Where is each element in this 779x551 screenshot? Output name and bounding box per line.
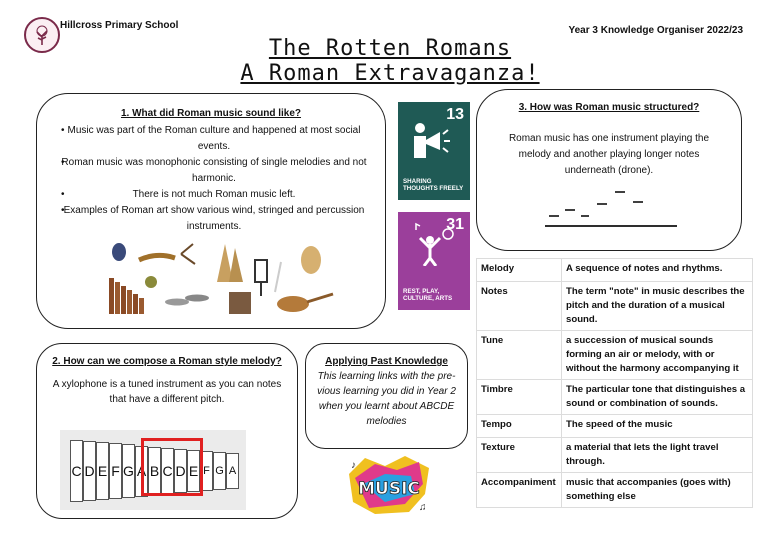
sdg-31-number: 31 (446, 216, 464, 233)
glossary-row (477, 473, 753, 508)
bullet-item: • Music was part of the Roman culture and happened at most social events. (37, 123, 385, 155)
xylophone-key: A (135, 446, 148, 497)
sdg-31-badge (398, 212, 470, 310)
xylophone-key: E (187, 450, 200, 492)
section2-heading: 2. How can we compose a Roman style melody? (52, 356, 282, 367)
xylophone-key: B (148, 447, 161, 496)
music-logo (345, 454, 433, 516)
xylophone-image (60, 430, 246, 510)
tree-icon (30, 23, 54, 47)
xylophone-key: G (122, 444, 135, 497)
page-subtitle: A Roman Extravaganza! (240, 61, 540, 86)
glossary-row (477, 438, 753, 473)
organiser-label: Year 3 Knowledge Organiser 2022/23 (568, 25, 743, 36)
past-knowledge-panel (305, 343, 468, 449)
glossary-row (477, 331, 753, 380)
section2-text: A xylophone is a tuned instrument as you can notes that have a different pitch. (52, 379, 282, 405)
xylophone-key: E (96, 442, 109, 500)
glossary-row (477, 282, 753, 331)
sdg-13-label-2: THOUGHTS FREELY (403, 185, 464, 192)
sdg-13-label-1: SHARING (403, 178, 432, 185)
glossary-definition: The term "note" in music describes the pitch and the duration of a musical sound. (562, 282, 753, 331)
glossary-definition: a succession of musical sounds forming an air or melody, with or without the harmony accompanying it (562, 331, 753, 380)
horn-icon (139, 255, 175, 260)
glossary-definition: The particular tone that distinguishes a sound or combination of sounds. (562, 380, 753, 415)
roman-instruments-image (105, 242, 345, 318)
bullet-item: • Examples of Roman art show various wind, stringed and percussion instruments. (37, 203, 385, 235)
glossary-term: Tempo (477, 415, 562, 438)
section3-heading: 3. How was Roman music structured? (518, 102, 700, 113)
page-title: The Rotten Romans (268, 36, 512, 61)
lute-icon (277, 296, 309, 312)
music-note-icon: ♪ (351, 460, 356, 471)
glossary-term: Melody (477, 259, 562, 282)
sdg-13-badge (398, 102, 470, 200)
bullet-item: • Roman music was monophonic consisting of single melodies and not harmonic. (37, 155, 385, 187)
sdg-13-number: 13 (446, 106, 464, 123)
section-roman-music-sound (36, 93, 386, 329)
lyre-icon (229, 292, 251, 314)
xylophone-key: D (83, 441, 96, 501)
celebrating-person-icon (408, 222, 458, 266)
glossary-row (477, 415, 753, 438)
cymbal-icon (165, 299, 189, 306)
bullet-item: • There is not much Roman music left. (37, 187, 385, 203)
pan-pipes-icon (109, 278, 144, 314)
glossary-term: Accompaniment (477, 473, 562, 508)
section3-text: Roman music has one instrument playing the melody and another playing longer notes underneath (drone). (508, 133, 710, 176)
past-knowledge-heading: Applying Past Knowledge (325, 356, 448, 367)
rattle-icon (145, 276, 157, 288)
glossary-definition: music that accompanies (goes with) something else (562, 473, 753, 508)
melody-drone-diagram (543, 186, 683, 230)
glossary-table (476, 258, 753, 508)
glossary-definition: A sequence of notes and rhythms. (562, 259, 753, 282)
glossary-term: Tune (477, 331, 562, 380)
glossary-row (477, 380, 753, 415)
sistrum-icon (255, 260, 267, 282)
school-logo (24, 17, 60, 53)
music-note-icon: ♫ (419, 502, 427, 513)
xylophone-key: C (70, 440, 83, 502)
sdg-31-label-2: CULTURE, ARTS (403, 295, 453, 302)
glossary-row (477, 259, 753, 282)
music-logo-text: MUSIC (358, 479, 420, 499)
glossary-term: Texture (477, 438, 562, 473)
xylophone-key: F (200, 451, 213, 491)
school-name: Hillcross Primary School (60, 20, 179, 31)
jug-icon (112, 243, 126, 261)
section-roman-music-structure (476, 89, 742, 251)
xylophone-key: F (109, 443, 122, 498)
sdg-31-label-1: REST, PLAY, (403, 288, 440, 295)
section1-bullets (37, 123, 385, 235)
glossary-definition: a material that lets the light travel through. (562, 438, 753, 473)
xylophone-key: D (174, 449, 187, 493)
glossary-term: Timbre (477, 380, 562, 415)
highlight-box (141, 438, 203, 496)
megaphone-icon (410, 120, 452, 160)
glossary-definition: The speed of the music (562, 415, 753, 438)
glossary-term: Notes (477, 282, 562, 331)
section1-heading: 1. What did Roman music sound like? (120, 108, 302, 119)
tambourine-icon (301, 246, 321, 274)
xylophone-key: C (161, 448, 174, 495)
xylophone-key: G (213, 452, 226, 490)
past-knowledge-text: This learning links with the pre-vious learning you did in Year 2 when you learnt about ABCDE melodies (317, 371, 456, 427)
xylophone-key: A (226, 453, 239, 489)
